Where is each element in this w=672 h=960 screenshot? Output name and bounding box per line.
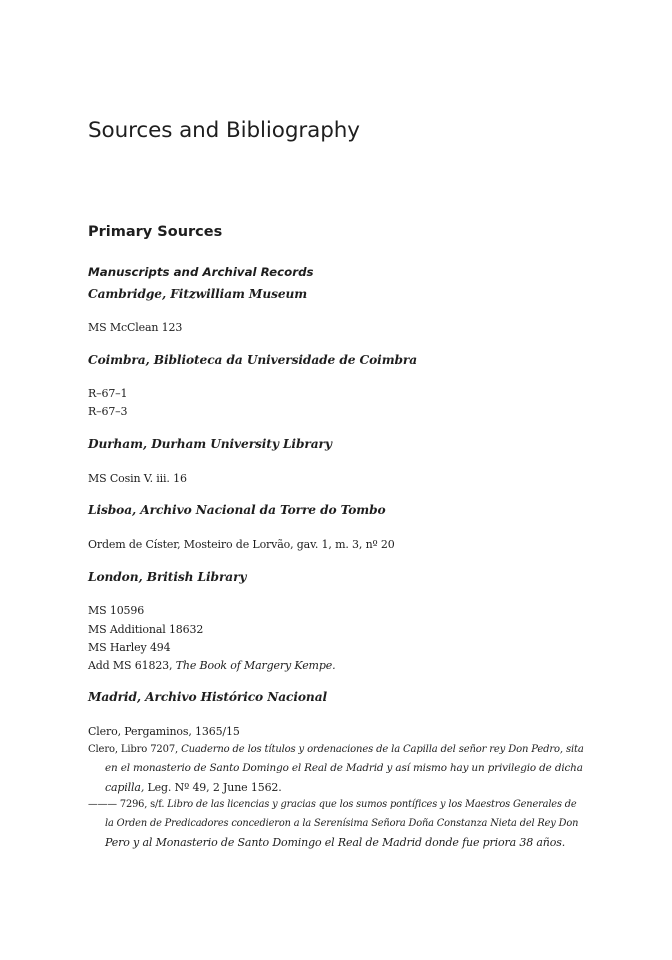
entry-title-line: capilla, [105,781,145,794]
archive-entry-libro-7207 [88,740,584,797]
primary-sources-heading: Primary Sources [88,224,223,241]
archive-entry: MS 10596 [88,604,145,617]
entry-shelfmark: ——— 7296, s/f. [88,799,168,810]
archive-entry: R–67–1 [88,387,128,400]
archive-heading-madrid: Madrid, Archivo Histórico Nacional [88,690,328,704]
archive-entry-margery-kempe [88,656,578,675]
archive-entry: MS Cosin V. iii. 16 [88,472,187,485]
archive-entry: R–67–3 [88,405,128,418]
archive-heading-london: London, British Library [88,570,247,584]
archive-entry-libro-7296 [88,795,578,852]
entry-title-line: en el monasterio de Santo Domingo el Real de Madrid y así mismo hay un privilegio de dicha [105,762,583,774]
archive-entry: Clero, Pergaminos, 1365/15 [88,725,240,738]
archive-entry: MS Harley 494 [88,641,171,654]
archive-heading-durham: Durham, Durham University Library [88,437,332,451]
manuscripts-heading: Manuscripts and Archival Records [88,264,314,279]
archive-entry: Ordem de Císter, Mosteiro de Lorvão, gav. 1, m. 3, nº 20 [88,538,395,551]
entry-reference: Leg. Nº 49, 2 June 1562. [144,781,282,794]
entry-title-line: Libro de las licencias y gracias que los sumos pontífices y los Maestros Generales de [167,799,577,810]
archive-entry: MS Additional 18632 [88,623,204,636]
entry-title-line: la Orden de Predicadores concedieron a la Serenísima Señora Doña Constanza Nieta del Rey Don [105,818,579,829]
archive-heading-cambridge: Cambridge, Fitzwilliam Museum [88,287,308,301]
entry-title-line: Pero y al Monasterio de Santo Domingo el Real de Madrid donde fue priora 38 años. [105,836,566,849]
entry-shelfmark: Add MS 61823, [88,659,176,672]
entry-title: The Book of Margery Kempe. [175,659,336,672]
entry-title-line: Cuaderno de los títulos y ordenaciones de la Capilla del señor rey Don Pedro, sita [181,744,584,755]
archive-entry: MS McClean 123 [88,321,183,334]
entry-shelfmark: Clero, Libro 7207, [88,744,182,755]
archive-heading-lisboa: Lisboa, Archivo Nacional da Torre do Tombo [88,503,386,517]
chapter-title: Sources and Bibliography [88,118,360,144]
archive-heading-coimbra: Coimbra, Biblioteca da Universidade de Coimbra [88,353,418,367]
